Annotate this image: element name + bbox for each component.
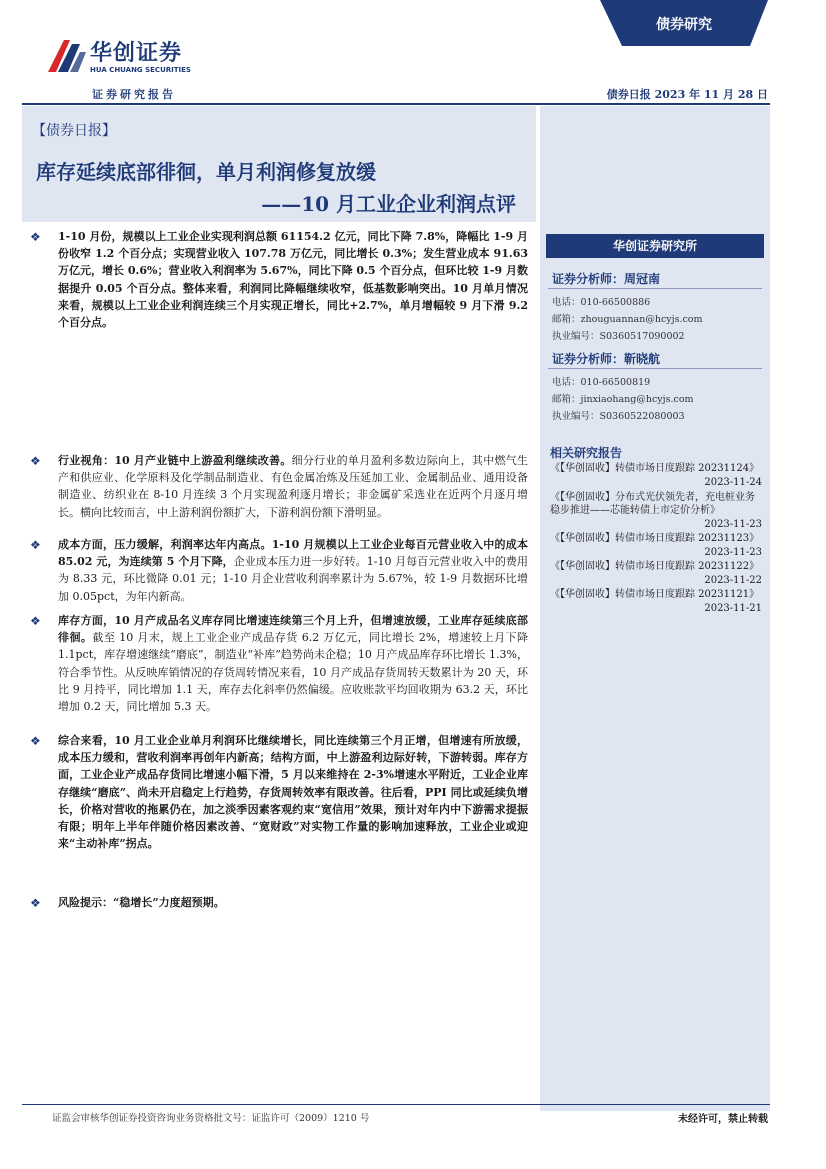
- related-report-date: 2023-11-21: [704, 603, 762, 614]
- analyst-divider: [548, 288, 762, 289]
- related-report-link[interactable]: 《【华创固收】转债市场日度跟踪 20231122》: [550, 561, 760, 572]
- related-report-date: 2023-11-23: [704, 519, 762, 530]
- company-logo: [44, 36, 204, 80]
- analyst-phone: 电话：010-66500886: [552, 297, 651, 308]
- header-divider: [22, 103, 770, 105]
- diamond-bullet-icon: ❖: [30, 734, 41, 748]
- title-box: [22, 106, 536, 222]
- sidebar: [540, 106, 770, 1111]
- analyst-license: 执业编号：S0360517090002: [552, 331, 685, 342]
- analyst-name: 证券分析师：周冠南: [552, 272, 661, 286]
- footer-license: 证监会审核华创证券投资咨询业务资格批文号：证监许可（2009）1210 号: [52, 1113, 370, 1124]
- brand-name-en: HUA CHUANG SECURITIES: [90, 66, 191, 74]
- bullet-text: 综合来看，10 月工业企业单月利润环比继续增长，同比连续第三个月正增，但增速有所放缓，成本压力缓和，营收利润率再创年内新高；结构方面，中上游盈利边际好转，下游转弱。库存方面，工业企业产成品存货同比增速小幅下滑，5 月以来维持在 2-3%增速水平附近，工业企业库存继续“磨底”、尚未开启稳定上行趋势，存货周转效率有限改善。往后看，PPI 同比或延续负增长，价格对营收的拖累仍在，加之淡季因素客观约束“宽信用”效果，预计对年内中下游需求提振有限；明年上半年伴随价格因素改善、“宽财政”对实物工作量的影响加速释放，工业企业或迎来“主动补库”拐点。: [58, 734, 528, 851]
- bullet-text: 风险提示：“稳增长”力度超预期。: [58, 896, 225, 909]
- footer-divider: [22, 1104, 770, 1105]
- category-badge-label: 债券研究: [656, 17, 712, 33]
- brand-name-cn: 华创证券: [90, 41, 183, 66]
- analyst-divider: [548, 368, 762, 369]
- analyst-email: 邮箱：jinxiaohang@hcyjs.com: [552, 394, 694, 405]
- bullet-text: 成本方面，压力缓解，利润率达年内高点。1-10 月规模以上工业企业每百元营业收入中的成本 85.02 元，为连续第 5 个月下降，企业成本压力进一步好转。1-10 月每百元营业收入中的费用为 8.33 元，环比微降 0.01 元；1-10 月企业营收利润率累计为 5.67%，较 1-9 月数据环比增加 0.05pct，为年内新高。: [58, 538, 528, 603]
- related-report-date: 2023-11-23: [704, 547, 762, 558]
- bullet-text: 1-10 月份，规模以上工业企业实现利润总额 61154.2 亿元，同比下降 7.8%，降幅比 1-9 月份收窄 1.2 个百分点；实现营业收入 107.78 万亿元，同比增长 0.3%；发生营业成本 91.63 万亿元，增长 0.6%；营业收入利润率为 5.67%，同比下降 0.5 个百分点，但环比较 1-9 月数据提升 0.05 个百分点。整体来看，利润同比降幅继续收窄，低基数影响突出。10 月单月情况来看，规模以上工业企业利润连续三个月实现正增长，同比+2.7%，单月增幅较 9 月下滑 9.2 个百分点。: [58, 230, 528, 330]
- related-report-date: 2023-11-24: [704, 477, 762, 488]
- series-tag: 【债券日报】: [32, 123, 116, 139]
- analyst-phone: 电话：010-66500819: [552, 377, 651, 388]
- page-subtitle: ——10 月工业企业利润点评: [261, 192, 516, 216]
- related-reports-title: 相关研究报告: [550, 446, 623, 460]
- related-report-link[interactable]: 《【华创固收】分布式光伏领先者，充电桩业务稳步推进——芯能转债上市定价分析》: [550, 492, 755, 516]
- related-report-date: 2023-11-22: [704, 575, 762, 586]
- related-report-link[interactable]: 《【华创固收】转债市场日度跟踪 20231121》: [550, 589, 760, 600]
- related-report-link[interactable]: 《【华创固收】转债市场日度跟踪 20231123》: [550, 533, 760, 544]
- footer-copyright: 未经许可，禁止转载: [678, 1114, 768, 1125]
- analyst-name: 证券分析师：靳晓航: [552, 352, 661, 366]
- main-content: [22, 106, 536, 1111]
- report-date: 债券日报 2023 年 11 月 28 日: [606, 88, 768, 101]
- diamond-bullet-icon: ❖: [30, 614, 41, 628]
- huachuang-logo-icon: [44, 36, 88, 76]
- analyst-email: 邮箱：zhouguannan@hcyjs.com: [552, 314, 703, 325]
- category-badge: [600, 0, 768, 46]
- diamond-bullet-icon: ❖: [30, 896, 41, 910]
- page-title: 库存延续底部徘徊，单月利润修复放缓: [36, 160, 376, 184]
- institute-banner: 华创证券研究所: [546, 234, 764, 258]
- report-type: 证券研究报告: [92, 88, 176, 101]
- analyst-license: 执业编号：S0360522080003: [552, 411, 685, 422]
- diamond-bullet-icon: ❖: [30, 454, 41, 468]
- bullet-text: 库存方面，10 月产成品名义库存同比增速连续第三个月上升，但增速放缓，工业库存延续底部徘徊。截至 10 月末，规上工业企业产成品存货 6.2 万亿元，同比增长 2%，增速较上月下降 1.1pct，库存增速继续“磨底”，制造业“补库”趋势尚未企稳；10 月产成品库存环比增长 1.3%，符合季节性。从反映库销情况的存货周转情况来看，10 月产成品存货周转天数累计为 20 天，环比 9 月持平，同比增加 1.1 天，库存去化斜率仍然偏缓。应收账款平均回收期为 63.2 天，环比增加 0.2 天，同比增加 5.3 天。: [58, 614, 529, 714]
- diamond-bullet-icon: ❖: [30, 230, 41, 244]
- bullet-text: 行业视角：10 月产业链中上游盈利继续改善。细分行业的单月盈利多数边际向上，其中燃气生产和供应业、化学原料及化学制品制造业、有色金属冶炼及压延加工业、金属制品业、通用设备制造业、纺织业在 8-10 月连续 3 个月实现盈利逐月增长；非金属矿采选业在近两个月逐月增长。横向比较而言，中上游利润份额扩大，下游利润份额下滑明显。: [58, 454, 529, 519]
- related-report-link[interactable]: 《【华创固收】转债市场日度跟踪 20231124》: [550, 463, 760, 474]
- diamond-bullet-icon: ❖: [30, 538, 41, 552]
